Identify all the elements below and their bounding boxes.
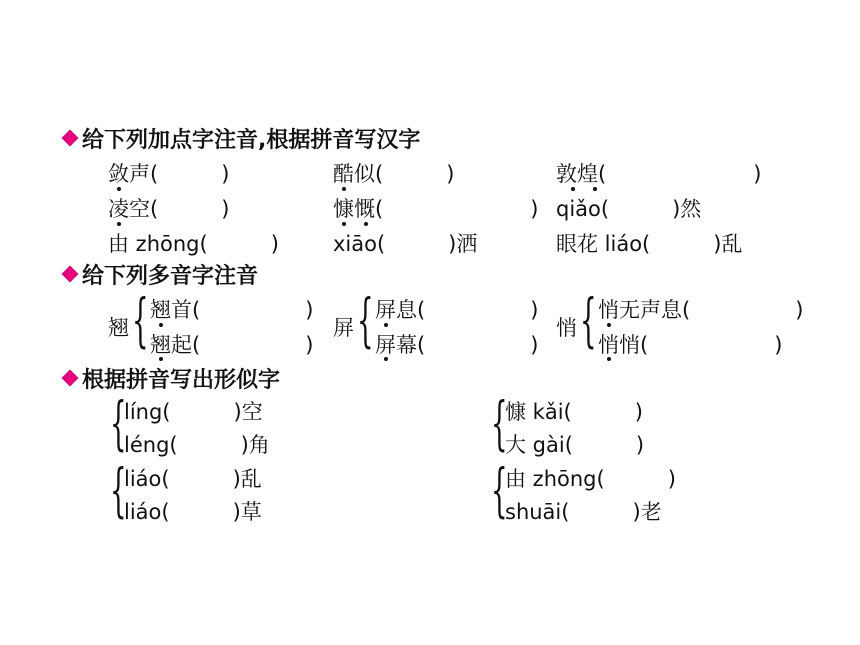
s1-item-3-2: xiāo( )洒 [333,232,478,256]
emphasis-dot [384,323,388,327]
emphasis-dot [342,187,346,191]
emphasis-dot [117,187,121,191]
brace-icon: { [110,456,127,524]
emphasis-dot [117,222,121,226]
s3-group-2-item-1: liáo( )乱 [124,467,262,491]
s3-group-3-item-2: 大 gài( ) [505,433,645,457]
s2-group-3-item-1: 悄无声息( ) [598,298,804,322]
emphasis-dot [607,357,611,361]
emphasis-dot [159,357,163,361]
s1-item-1-1: 敛声( ) [108,162,230,186]
emphasis-dot [607,323,611,327]
section3-heading: 根据拼音写出形似字 [82,368,281,393]
bullet-diamond-icon [62,370,79,387]
brace-icon: { [491,389,508,457]
brace-icon: { [357,286,374,354]
emphasis-dot [571,187,575,191]
s3-group-1-item-2: léng( )角 [124,433,270,457]
s2-group-1-item-1: 翘首( ) [150,298,314,322]
s1-item-2-1: 凌空( ) [108,197,230,221]
s3-group-2-item-2: liáo( )草 [124,500,262,524]
section2-heading: 给下列多音字注音 [82,264,259,289]
brace-icon: { [580,286,597,354]
s2-group-2-char: 屏 [333,316,354,340]
emphasis-dot [384,357,388,361]
brace-icon: { [132,286,149,354]
section1-heading: 给下列加点字注音,根据拼音写汉字 [82,128,421,153]
s1-item-1-2: 酷似( ) [333,162,455,186]
s3-group-4-item-1: 由 zhōng( ) [505,467,676,491]
brace-icon: { [110,389,127,457]
emphasis-dot [364,222,368,226]
emphasis-dot [342,222,346,226]
s3-group-4-item-2: shuāi( )老 [505,500,662,524]
emphasis-dot [593,187,597,191]
s2-group-2-item-2: 屏幕( ) [375,333,539,357]
s3-group-3-item-1: 慷 kǎi( ) [505,400,643,424]
s1-item-3-3: 眼花 liáo( )乱 [556,232,743,256]
s2-group-3-item-2: 悄悄( ) [598,333,783,357]
s2-group-3-char: 悄 [556,316,577,340]
brace-icon: { [491,456,508,524]
s1-item-3-1: 由 zhōng( ) [108,232,279,256]
s1-item-2-2: 慷慨( ) [333,197,539,221]
emphasis-dot [159,323,163,327]
bullet-diamond-icon [62,130,79,147]
s2-group-1-char: 翘 [108,316,129,340]
s1-item-1-3: 敦煌( ) [556,162,762,186]
bullet-diamond-icon [62,266,79,283]
s2-group-2-item-1: 屏息( ) [375,298,539,322]
s2-group-1-item-2: 翘起( ) [150,333,314,357]
s1-item-2-3: qiǎo( )然 [556,197,702,221]
s3-group-1-item-1: líng( )空 [124,400,263,424]
